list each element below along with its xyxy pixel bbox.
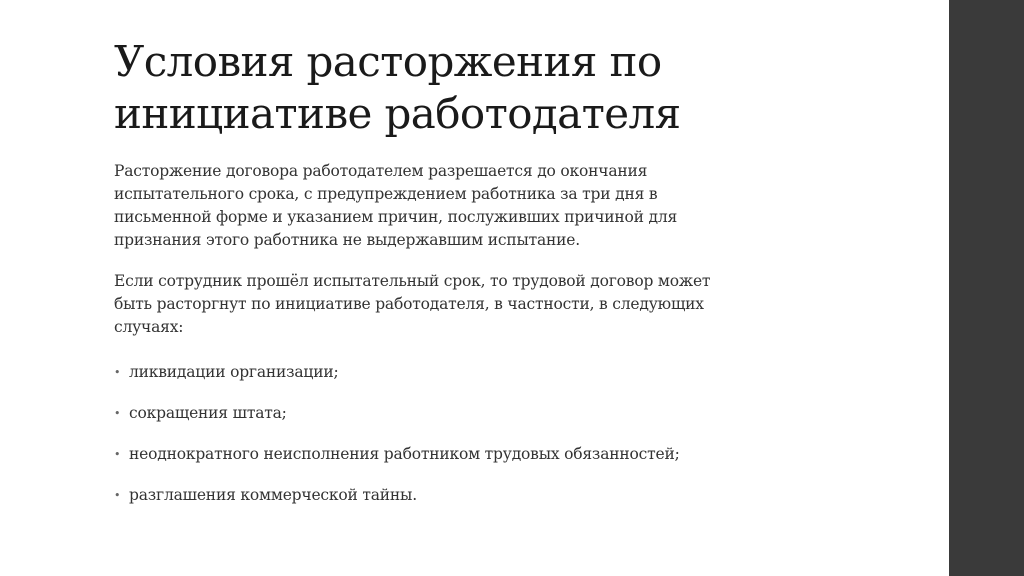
bullet-list xyxy=(114,361,914,507)
title-line: Условия расторжения по xyxy=(114,37,662,86)
paragraph-line: письменной форме и указанием причин, послуживших причиной для xyxy=(114,208,678,226)
bullet-item xyxy=(114,443,914,466)
bullet-icon: • xyxy=(114,407,121,420)
slide-title xyxy=(114,36,914,140)
side-band xyxy=(949,0,1024,576)
bullet-text: ликвидации организации; xyxy=(129,363,339,381)
paragraph-line: Если сотрудник прошёл испытательный срок, то трудовой договор может xyxy=(114,272,711,290)
bullet-icon: • xyxy=(114,448,121,461)
paragraph-line: признания этого работника не выдержавшим испытание. xyxy=(114,231,581,249)
paragraph-line: Расторжение договора работодателем разрешается до окончания xyxy=(114,162,648,180)
bullet-icon: • xyxy=(114,366,121,379)
paragraph-after-probation xyxy=(114,270,914,339)
bullet-text: неоднократного неисполнения работником трудовых обязанностей; xyxy=(129,445,680,463)
bullet-item xyxy=(114,484,914,507)
bullet-item xyxy=(114,361,914,384)
bullet-text: разглашения коммерческой тайны. xyxy=(129,486,417,504)
paragraph-line: быть расторгнут по инициативе работодателя, в частности, в следующих xyxy=(114,295,704,313)
paragraph-probation-termination xyxy=(114,160,914,252)
bullet-text: сокращения штата; xyxy=(129,404,287,422)
bullet-icon: • xyxy=(114,489,121,502)
slide-body xyxy=(114,160,914,525)
title-line: инициативе работодателя xyxy=(114,89,681,138)
paragraph-line: испытательного срока, с предупреждением работника за три дня в xyxy=(114,185,658,203)
bullet-item xyxy=(114,402,914,425)
paragraph-line: случаях: xyxy=(114,318,184,336)
